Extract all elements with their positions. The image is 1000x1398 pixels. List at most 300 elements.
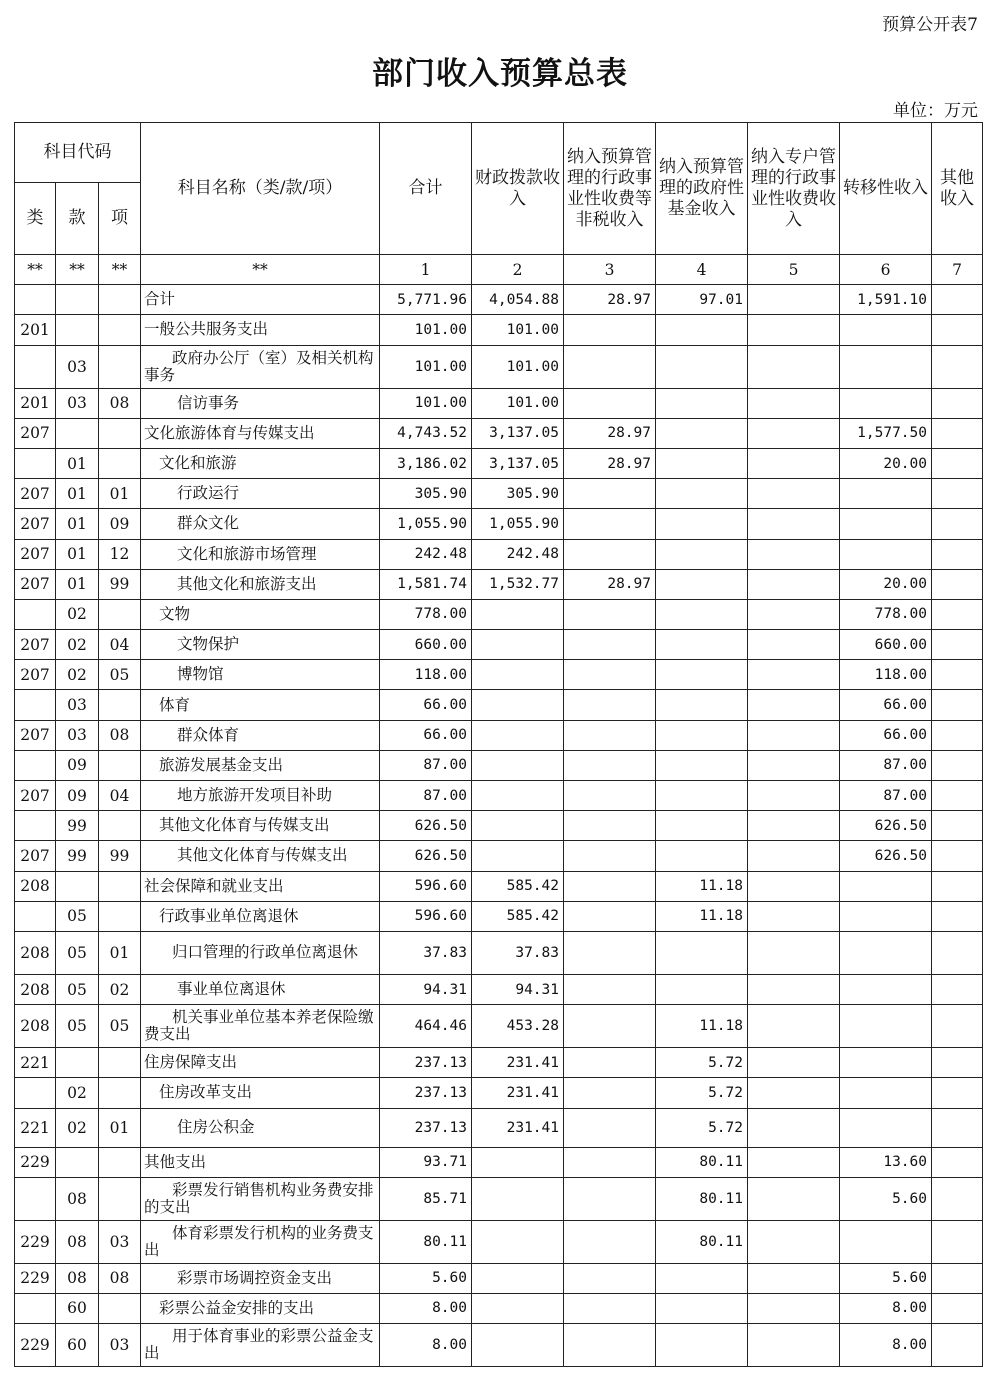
- other-cell: [932, 418, 983, 448]
- total-cell: 87.00: [380, 781, 472, 811]
- transfer-cell: 5.60: [840, 1263, 932, 1293]
- fee-income-cell: [564, 345, 656, 388]
- header-gov-fund: 纳入预算管理的政府性基金收入: [656, 123, 748, 255]
- subject-name-cell: 体育彩票发行机构的业务费支出: [141, 1220, 380, 1263]
- code-kuan-cell: 02: [56, 599, 99, 629]
- transfer-cell: 778.00: [840, 599, 932, 629]
- code-xiang-cell: 05: [99, 1005, 141, 1048]
- special-fee-cell: [748, 901, 840, 931]
- code-xiang-cell: 08: [99, 720, 141, 750]
- special-fee-cell: [748, 1263, 840, 1293]
- other-cell: [932, 1177, 983, 1220]
- total-cell: 1,055.90: [380, 509, 472, 539]
- code-lei-cell: 207: [15, 509, 56, 539]
- other-cell: [932, 1220, 983, 1263]
- code-kuan-cell: 05: [56, 901, 99, 931]
- code-kuan-cell: 01: [56, 539, 99, 569]
- subject-name-cell: 住房改革支出: [141, 1078, 380, 1108]
- header-lei: 类: [15, 183, 56, 255]
- subject-name-cell: 地方旅游开发项目补助: [141, 781, 380, 811]
- code-lei-cell: [15, 448, 56, 478]
- gov-fund-cell: [656, 690, 748, 720]
- code-kuan-cell: 01: [56, 569, 99, 599]
- gov-fund-cell: 5.72: [656, 1048, 748, 1078]
- code-lei-cell: [15, 345, 56, 388]
- table-row: [15, 901, 983, 931]
- total-cell: 101.00: [380, 315, 472, 345]
- code-xiang-cell: [99, 871, 141, 901]
- other-cell: [932, 569, 983, 599]
- gov-fund-cell: [656, 811, 748, 841]
- other-cell: [932, 1108, 983, 1147]
- code-xiang-cell: 01: [99, 479, 141, 509]
- table-row: [15, 841, 983, 871]
- other-cell: [932, 811, 983, 841]
- form-number: 预算公开表7: [882, 15, 978, 35]
- code-kuan-cell: 60: [56, 1293, 99, 1323]
- gov-fund-cell: [656, 315, 748, 345]
- subject-name-cell: 合计: [141, 285, 380, 315]
- code-lei-cell: 201: [15, 388, 56, 418]
- code-kuan-cell: [56, 315, 99, 345]
- code-lei-cell: [15, 1078, 56, 1108]
- header-transfer: 转移性收入: [840, 123, 932, 255]
- gov-fund-cell: [656, 1263, 748, 1293]
- table-row: [15, 871, 983, 901]
- other-cell: [932, 1293, 983, 1323]
- other-cell: [932, 1048, 983, 1078]
- other-cell: [932, 1147, 983, 1177]
- subject-name-cell: 文物保护: [141, 630, 380, 660]
- fiscal-cell: [472, 1147, 564, 1177]
- special-fee-cell: [748, 841, 840, 871]
- table-row: [15, 660, 983, 690]
- gov-fund-cell: [656, 750, 748, 780]
- fiscal-cell: [472, 841, 564, 871]
- fiscal-cell: [472, 1324, 564, 1367]
- transfer-cell: [840, 345, 932, 388]
- other-cell: [932, 1324, 983, 1367]
- transfer-cell: 1,577.50: [840, 418, 932, 448]
- other-cell: [932, 448, 983, 478]
- fee-income-cell: [564, 974, 656, 1004]
- code-kuan-cell: 03: [56, 388, 99, 418]
- transfer-cell: [840, 1078, 932, 1108]
- index-cell: 1: [380, 255, 472, 285]
- fee-income-cell: [564, 690, 656, 720]
- special-fee-cell: [748, 781, 840, 811]
- subject-name-cell: 事业单位离退休: [141, 974, 380, 1004]
- fee-income-cell: [564, 630, 656, 660]
- code-kuan-cell: 02: [56, 660, 99, 690]
- gov-fund-cell: [656, 479, 748, 509]
- special-fee-cell: [748, 1108, 840, 1147]
- subject-name-cell: 文化和旅游: [141, 448, 380, 478]
- fiscal-cell: [472, 1177, 564, 1220]
- fee-income-cell: [564, 1005, 656, 1048]
- gov-fund-cell: [656, 345, 748, 388]
- code-xiang-cell: [99, 418, 141, 448]
- code-kuan-cell: [56, 285, 99, 315]
- index-cell: **: [15, 255, 56, 285]
- code-xiang-cell: [99, 345, 141, 388]
- code-kuan-cell: 09: [56, 750, 99, 780]
- transfer-cell: 66.00: [840, 690, 932, 720]
- header-total: 合计: [380, 123, 472, 255]
- code-kuan-cell: 02: [56, 630, 99, 660]
- header-subject-code: 科目代码: [15, 123, 141, 183]
- table-row: [15, 479, 983, 509]
- transfer-cell: [840, 539, 932, 569]
- transfer-cell: [840, 931, 932, 974]
- other-cell: [932, 479, 983, 509]
- special-fee-cell: [748, 871, 840, 901]
- special-fee-cell: [748, 599, 840, 629]
- header-other: 其他收入: [932, 123, 983, 255]
- transfer-cell: 8.00: [840, 1293, 932, 1323]
- fiscal-cell: 3,137.05: [472, 448, 564, 478]
- subject-name-cell: 体育: [141, 690, 380, 720]
- code-xiang-cell: 03: [99, 1324, 141, 1367]
- gov-fund-cell: 11.18: [656, 871, 748, 901]
- total-cell: 305.90: [380, 479, 472, 509]
- code-xiang-cell: 01: [99, 1108, 141, 1147]
- index-cell: **: [56, 255, 99, 285]
- code-xiang-cell: 99: [99, 841, 141, 871]
- fiscal-cell: 101.00: [472, 315, 564, 345]
- other-cell: [932, 931, 983, 974]
- code-lei-cell: 207: [15, 841, 56, 871]
- total-cell: 464.46: [380, 1005, 472, 1048]
- special-fee-cell: [748, 388, 840, 418]
- subject-name-cell: 其他支出: [141, 1147, 380, 1177]
- total-cell: 237.13: [380, 1108, 472, 1147]
- fee-income-cell: [564, 599, 656, 629]
- total-cell: 118.00: [380, 660, 472, 690]
- transfer-cell: 118.00: [840, 660, 932, 690]
- code-xiang-cell: 02: [99, 974, 141, 1004]
- code-lei-cell: 229: [15, 1324, 56, 1367]
- code-xiang-cell: 09: [99, 509, 141, 539]
- table-row: [15, 690, 983, 720]
- fiscal-cell: 101.00: [472, 388, 564, 418]
- transfer-cell: 5.60: [840, 1177, 932, 1220]
- fee-income-cell: [564, 660, 656, 690]
- subject-name-cell: 群众文化: [141, 509, 380, 539]
- code-xiang-cell: 08: [99, 388, 141, 418]
- header-fiscal: 财政拨款收入: [472, 123, 564, 255]
- index-cell: 7: [932, 255, 983, 285]
- transfer-cell: [840, 1108, 932, 1147]
- other-cell: [932, 720, 983, 750]
- table-row: [15, 1220, 983, 1263]
- other-cell: [932, 901, 983, 931]
- fiscal-cell: 4,054.88: [472, 285, 564, 315]
- code-kuan-cell: 03: [56, 690, 99, 720]
- other-cell: [932, 1078, 983, 1108]
- fiscal-cell: 101.00: [472, 345, 564, 388]
- subject-name-cell: 其他文化体育与传媒支出: [141, 811, 380, 841]
- fee-income-cell: [564, 1177, 656, 1220]
- fee-income-cell: [564, 479, 656, 509]
- fee-income-cell: [564, 1048, 656, 1078]
- fiscal-cell: [472, 630, 564, 660]
- fee-income-cell: [564, 781, 656, 811]
- subject-name-cell: 住房保障支出: [141, 1048, 380, 1078]
- transfer-cell: 8.00: [840, 1324, 932, 1367]
- fiscal-cell: [472, 599, 564, 629]
- special-fee-cell: [748, 1324, 840, 1367]
- total-cell: 101.00: [380, 345, 472, 388]
- page-title: 部门收入预算总表: [372, 56, 628, 92]
- fiscal-cell: 1,532.77: [472, 569, 564, 599]
- other-cell: [932, 1005, 983, 1048]
- gov-fund-cell: 80.11: [656, 1147, 748, 1177]
- budget-table: [14, 122, 983, 1367]
- code-lei-cell: 207: [15, 539, 56, 569]
- table-row: [15, 1048, 983, 1078]
- gov-fund-cell: [656, 509, 748, 539]
- transfer-cell: 660.00: [840, 630, 932, 660]
- gov-fund-cell: [656, 1293, 748, 1323]
- special-fee-cell: [748, 1177, 840, 1220]
- code-lei-cell: 207: [15, 569, 56, 599]
- gov-fund-cell: [656, 720, 748, 750]
- code-lei-cell: 221: [15, 1108, 56, 1147]
- gov-fund-cell: [656, 599, 748, 629]
- subject-name-cell: 文物: [141, 599, 380, 629]
- transfer-cell: [840, 388, 932, 418]
- fee-income-cell: 28.97: [564, 448, 656, 478]
- code-xiang-cell: [99, 448, 141, 478]
- index-row: [15, 255, 983, 285]
- code-lei-cell: [15, 1177, 56, 1220]
- total-cell: 87.00: [380, 750, 472, 780]
- special-fee-cell: [748, 931, 840, 974]
- transfer-cell: [840, 901, 932, 931]
- subject-name-cell: 其他文化体育与传媒支出: [141, 841, 380, 871]
- total-cell: 5,771.96: [380, 285, 472, 315]
- code-kuan-cell: [56, 418, 99, 448]
- total-cell: 3,186.02: [380, 448, 472, 478]
- fiscal-cell: [472, 1263, 564, 1293]
- table-row: [15, 388, 983, 418]
- table-row: [15, 509, 983, 539]
- table-row: [15, 931, 983, 974]
- table-row: [15, 418, 983, 448]
- subject-name-cell: 行政事业单位离退休: [141, 901, 380, 931]
- code-kuan-cell: 05: [56, 931, 99, 974]
- index-cell: 2: [472, 255, 564, 285]
- table-row: [15, 1263, 983, 1293]
- transfer-cell: 66.00: [840, 720, 932, 750]
- table-row: [15, 1108, 983, 1147]
- code-lei-cell: 229: [15, 1263, 56, 1293]
- code-lei-cell: 208: [15, 1005, 56, 1048]
- index-cell: 6: [840, 255, 932, 285]
- fiscal-cell: 231.41: [472, 1108, 564, 1147]
- code-lei-cell: [15, 1293, 56, 1323]
- subject-name-cell: 用于体育事业的彩票公益金支出: [141, 1324, 380, 1367]
- total-cell: 94.31: [380, 974, 472, 1004]
- code-kuan-cell: 05: [56, 974, 99, 1004]
- code-kuan-cell: 08: [56, 1220, 99, 1263]
- transfer-cell: [840, 1220, 932, 1263]
- index-cell: 4: [656, 255, 748, 285]
- special-fee-cell: [748, 750, 840, 780]
- fiscal-cell: 585.42: [472, 871, 564, 901]
- fiscal-cell: 305.90: [472, 479, 564, 509]
- special-fee-cell: [748, 1005, 840, 1048]
- table-row: [15, 1324, 983, 1367]
- code-xiang-cell: 04: [99, 630, 141, 660]
- special-fee-cell: [748, 509, 840, 539]
- transfer-cell: 87.00: [840, 750, 932, 780]
- fiscal-cell: 242.48: [472, 539, 564, 569]
- header-subject-name: 科目名称（类/款/项）: [141, 123, 380, 255]
- code-lei-cell: 229: [15, 1220, 56, 1263]
- other-cell: [932, 871, 983, 901]
- code-kuan-cell: 99: [56, 841, 99, 871]
- code-lei-cell: [15, 599, 56, 629]
- table-row: [15, 1147, 983, 1177]
- gov-fund-cell: 5.72: [656, 1108, 748, 1147]
- header-kuan: 款: [56, 183, 99, 255]
- special-fee-cell: [748, 1293, 840, 1323]
- fee-income-cell: [564, 1147, 656, 1177]
- gov-fund-cell: [656, 569, 748, 599]
- gov-fund-cell: [656, 448, 748, 478]
- code-xiang-cell: [99, 599, 141, 629]
- code-lei-cell: 207: [15, 630, 56, 660]
- table-row: [15, 750, 983, 780]
- fiscal-cell: 1,055.90: [472, 509, 564, 539]
- table-row: [15, 539, 983, 569]
- code-lei-cell: 208: [15, 871, 56, 901]
- subject-name-cell: 一般公共服务支出: [141, 315, 380, 345]
- transfer-cell: 20.00: [840, 569, 932, 599]
- transfer-cell: [840, 1048, 932, 1078]
- special-fee-cell: [748, 345, 840, 388]
- special-fee-cell: [748, 569, 840, 599]
- gov-fund-cell: [656, 388, 748, 418]
- index-cell: **: [141, 255, 380, 285]
- subject-name-cell: 文化旅游体育与传媒支出: [141, 418, 380, 448]
- code-kuan-cell: 03: [56, 720, 99, 750]
- gov-fund-cell: 80.11: [656, 1177, 748, 1220]
- special-fee-cell: [748, 630, 840, 660]
- transfer-cell: [840, 315, 932, 345]
- total-cell: 66.00: [380, 720, 472, 750]
- table-row: [15, 781, 983, 811]
- total-cell: 5.60: [380, 1263, 472, 1293]
- code-xiang-cell: [99, 901, 141, 931]
- code-lei-cell: 208: [15, 931, 56, 974]
- code-xiang-cell: [99, 1177, 141, 1220]
- code-xiang-cell: [99, 811, 141, 841]
- code-xiang-cell: [99, 285, 141, 315]
- gov-fund-cell: 11.18: [656, 1005, 748, 1048]
- other-cell: [932, 630, 983, 660]
- code-xiang-cell: 08: [99, 1263, 141, 1293]
- fee-income-cell: [564, 509, 656, 539]
- other-cell: [932, 599, 983, 629]
- subject-name-cell: 博物馆: [141, 660, 380, 690]
- subject-name-cell: 彩票公益金安排的支出: [141, 1293, 380, 1323]
- fiscal-cell: [472, 750, 564, 780]
- gov-fund-cell: [656, 781, 748, 811]
- code-xiang-cell: [99, 1293, 141, 1323]
- total-cell: 237.13: [380, 1048, 472, 1078]
- transfer-cell: [840, 479, 932, 509]
- subject-name-cell: 文化和旅游市场管理: [141, 539, 380, 569]
- total-cell: 778.00: [380, 599, 472, 629]
- special-fee-cell: [748, 315, 840, 345]
- fee-income-cell: 28.97: [564, 418, 656, 448]
- table-row: [15, 599, 983, 629]
- fiscal-cell: [472, 660, 564, 690]
- table-row: [15, 630, 983, 660]
- total-cell: 101.00: [380, 388, 472, 418]
- gov-fund-cell: [656, 418, 748, 448]
- special-fee-cell: [748, 479, 840, 509]
- special-fee-cell: [748, 1078, 840, 1108]
- special-fee-cell: [748, 448, 840, 478]
- fee-income-cell: [564, 1293, 656, 1323]
- code-lei-cell: [15, 811, 56, 841]
- total-cell: 8.00: [380, 1293, 472, 1323]
- special-fee-cell: [748, 660, 840, 690]
- special-fee-cell: [748, 1220, 840, 1263]
- fee-income-cell: [564, 539, 656, 569]
- unit-label: 单位：万元: [893, 101, 978, 121]
- fee-income-cell: [564, 1108, 656, 1147]
- gov-fund-cell: [656, 931, 748, 974]
- subject-name-cell: 群众体育: [141, 720, 380, 750]
- total-cell: 66.00: [380, 690, 472, 720]
- table-row: [15, 448, 983, 478]
- code-xiang-cell: 01: [99, 931, 141, 974]
- gov-fund-cell: 11.18: [656, 901, 748, 931]
- other-cell: [932, 660, 983, 690]
- code-lei-cell: [15, 285, 56, 315]
- total-cell: 80.11: [380, 1220, 472, 1263]
- subject-name-cell: 归口管理的行政单位离退休: [141, 931, 380, 974]
- fee-income-cell: 28.97: [564, 285, 656, 315]
- table-row: [15, 345, 983, 388]
- fiscal-cell: 231.41: [472, 1048, 564, 1078]
- gov-fund-cell: 5.72: [656, 1078, 748, 1108]
- special-fee-cell: [748, 1147, 840, 1177]
- fiscal-cell: 3,137.05: [472, 418, 564, 448]
- fiscal-cell: [472, 720, 564, 750]
- gov-fund-cell: [656, 660, 748, 690]
- subject-name-cell: 旅游发展基金支出: [141, 750, 380, 780]
- code-xiang-cell: [99, 315, 141, 345]
- transfer-cell: 626.50: [840, 841, 932, 871]
- code-xiang-cell: 05: [99, 660, 141, 690]
- gov-fund-cell: 97.01: [656, 285, 748, 315]
- code-xiang-cell: 03: [99, 1220, 141, 1263]
- other-cell: [932, 509, 983, 539]
- fiscal-cell: 585.42: [472, 901, 564, 931]
- code-lei-cell: [15, 690, 56, 720]
- subject-name-cell: 信访事务: [141, 388, 380, 418]
- fee-income-cell: [564, 811, 656, 841]
- other-cell: [932, 974, 983, 1004]
- code-kuan-cell: 03: [56, 345, 99, 388]
- code-lei-cell: 207: [15, 781, 56, 811]
